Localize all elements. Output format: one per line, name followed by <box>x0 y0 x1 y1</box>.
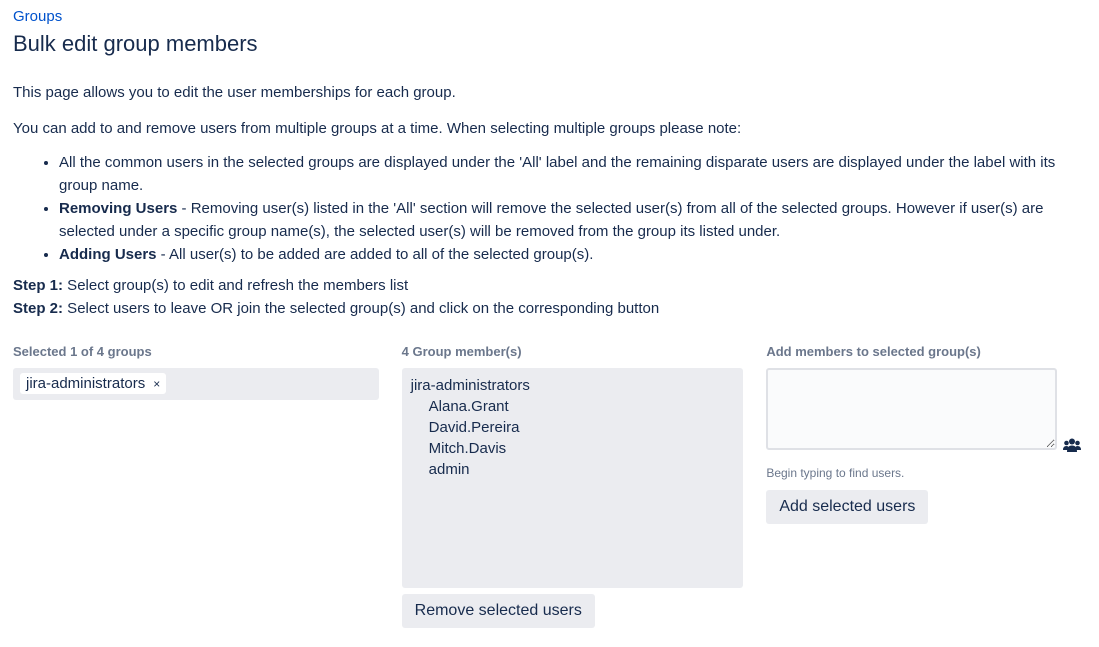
step-text: Select group(s) to edit and refresh the members list <box>63 277 409 294</box>
step-label: Step 1: <box>13 277 64 294</box>
group-selector[interactable] <box>13 368 379 400</box>
note-bold: Removing Users <box>59 200 178 217</box>
note-text: - Removing user(s) listed in the 'All' section will remove the selected user(s) from all of the selected groups. However if user(s) are selected under a specific group name(s), the selected user(s) will be removed from the group its listed under. <box>59 200 1044 240</box>
step-2 <box>13 297 1086 320</box>
remove-selected-users-button[interactable]: Remove selected users <box>402 594 595 628</box>
member-item[interactable]: Mitch.Davis <box>428 440 507 457</box>
note-item <box>59 243 1086 266</box>
group-members-column <box>402 344 744 628</box>
add-members-label: Add members to selected group(s) <box>766 344 981 359</box>
member-item[interactable]: David.Pereira <box>428 419 520 436</box>
group-chip[interactable] <box>20 373 166 394</box>
group-chip-label: jira-administrators <box>26 375 146 392</box>
remove-chip-icon[interactable]: × <box>153 377 161 391</box>
add-members-column <box>766 344 1086 628</box>
intro-text-2: You can add to and remove users from multiple groups at a time. When selecting multiple groups please note: <box>13 120 742 137</box>
group-heading: jira-administrators <box>410 377 530 394</box>
note-text: All the common users in the selected groups are displayed under the 'All' label and the remaining disparate users are displayed under the label with its group name. <box>59 154 1056 194</box>
selected-groups-column <box>13 344 379 628</box>
step-text: Select users to leave OR join the selected group(s) and click on the corresponding button <box>63 300 660 317</box>
user-picker-icon[interactable] <box>1063 438 1081 452</box>
add-selected-users-button[interactable]: Add selected users <box>766 490 928 524</box>
note-item <box>59 197 1086 243</box>
breadcrumb-groups[interactable]: Groups <box>13 8 63 25</box>
note-item <box>59 151 1086 197</box>
member-item[interactable]: Alana.Grant <box>428 398 509 415</box>
member-item[interactable]: admin <box>428 461 470 478</box>
group-members-label: 4 Group member(s) <box>401 344 522 359</box>
note-text: - All user(s) to be added are added to all of the selected group(s). <box>156 246 594 263</box>
steps <box>13 274 1086 320</box>
page-title: Bulk edit group members <box>13 31 258 56</box>
selected-groups-label: Selected 1 of 4 groups <box>13 344 152 359</box>
step-1 <box>13 274 1086 297</box>
note-bold: Adding Users <box>59 246 157 263</box>
intro-text: This page allows you to edit the user memberships for each group. <box>13 84 456 101</box>
add-members-input[interactable] <box>766 368 1057 450</box>
add-members-hint: Begin typing to find users. <box>766 466 905 480</box>
step-label: Step 2: <box>13 300 64 317</box>
notes-list <box>13 151 1086 266</box>
members-list[interactable] <box>402 368 744 588</box>
